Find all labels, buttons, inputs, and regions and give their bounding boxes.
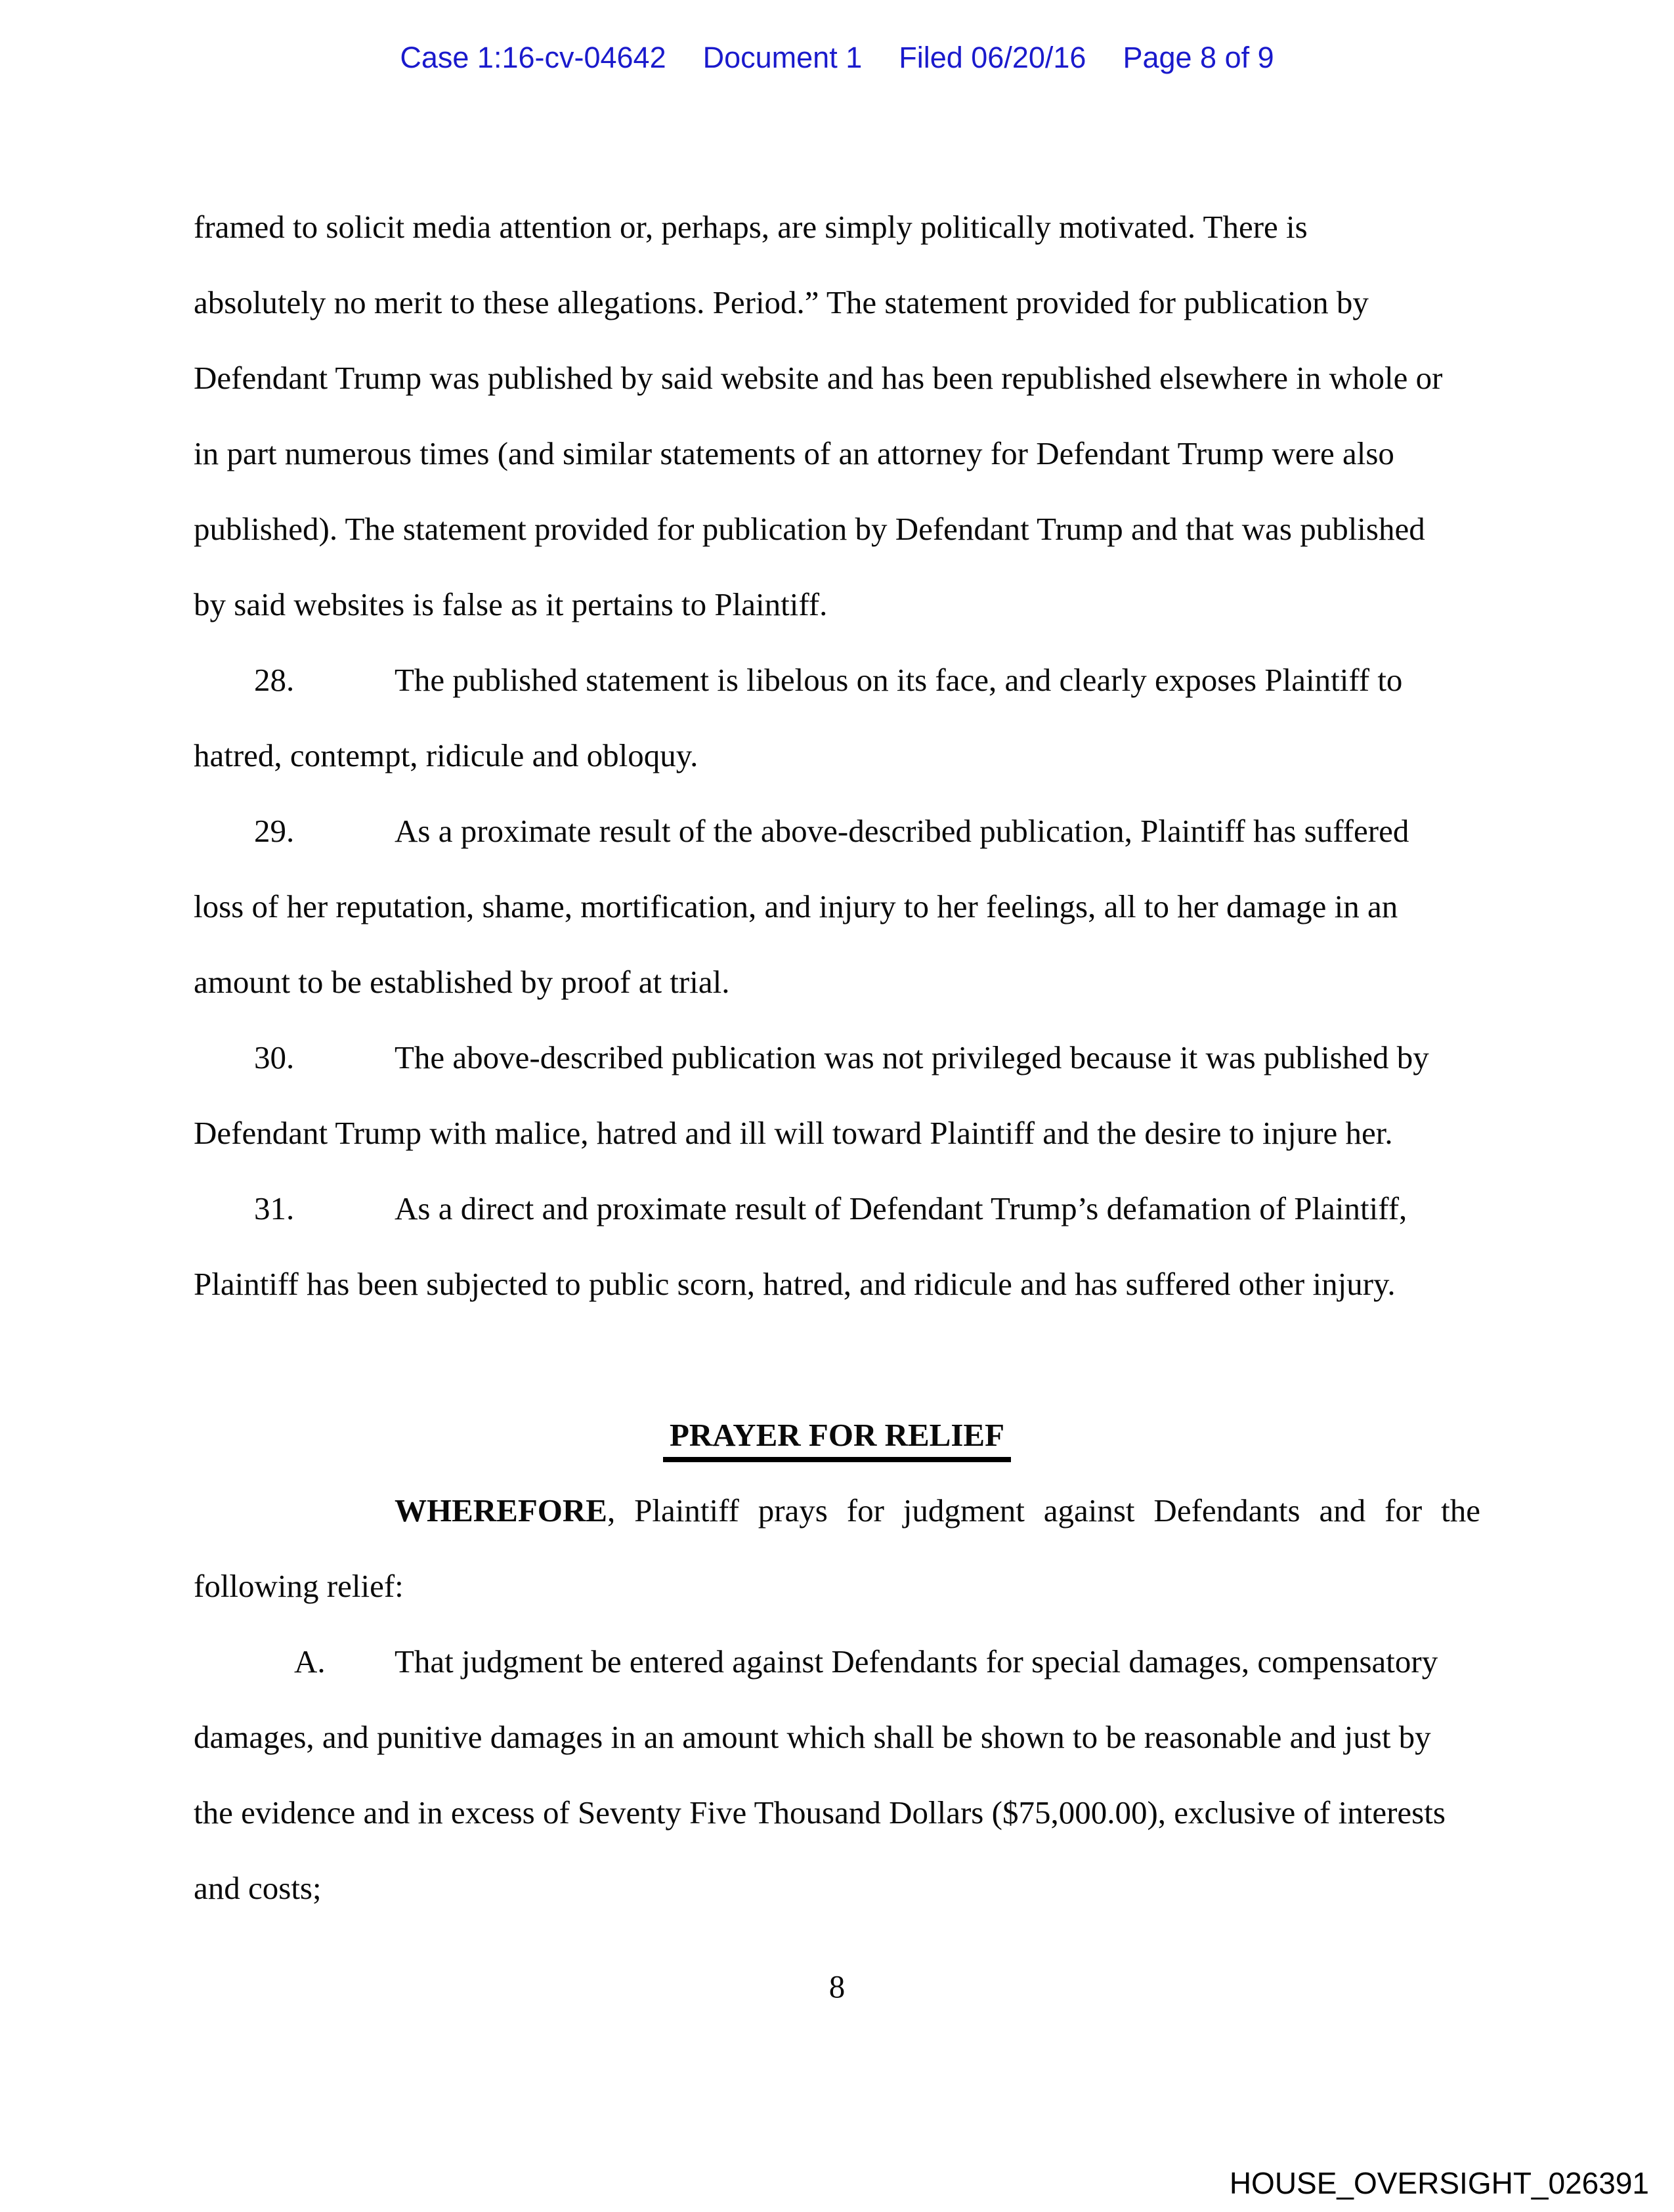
stamp-filed-date: Filed 06/20/16	[899, 41, 1086, 74]
paragraph-text: The published statement is libelous on its face, and clearly exposes Plaintiff to	[395, 662, 1403, 698]
doc-line: Plaintiff has been subjected to public scorn, hatred, and ridicule and has suffered other injury.	[194, 1266, 1396, 1302]
paragraph-number: 28.	[254, 662, 295, 698]
paragraph-text: The above-described publication was not privileged because it was published by	[395, 1039, 1429, 1075]
doc-line: framed to solicit media attention or, perhaps, are simply politically motivated. There is	[194, 209, 1308, 245]
paragraph-28	[194, 642, 1480, 718]
doc-line: by said websites is false as it pertains to Plaintiff.	[194, 586, 828, 622]
doc-line: absolutely no merit to these allegations. Period.” The statement provided for publication by	[194, 284, 1369, 320]
section-heading: PRAYER FOR RELIEF	[663, 1417, 1011, 1462]
stamp-case-number: Case 1:16-cv-04642	[400, 41, 666, 74]
paragraph-text: As a proximate result of the above-described publication, Plaintiff has suffered	[395, 813, 1409, 849]
page-number: 8	[828, 1968, 846, 2005]
doc-line: damages, and punitive damages in an amount which shall be shown to be reasonable and just by	[194, 1719, 1431, 1755]
ecf-header-stamp	[0, 41, 1674, 75]
paragraph-30	[194, 1020, 1480, 1095]
paragraph-number: 29.	[254, 813, 295, 849]
document-body	[194, 189, 1480, 1926]
paragraph-text: As a direct and proximate result of Defendant Trump’s defamation of Plaintiff,	[395, 1190, 1407, 1226]
paragraph-31	[194, 1171, 1480, 1246]
blank-line	[194, 1322, 1480, 1397]
doc-line: and costs;	[194, 1870, 322, 1906]
doc-line: loss of her reputation, shame, mortification, and injury to her feelings, all to her damage in an	[194, 888, 1398, 924]
wherefore-keyword: WHEREFORE	[395, 1492, 607, 1529]
doc-line: published). The statement provided for publication by Defendant Trump and that was published	[194, 511, 1425, 547]
doc-line: Defendant Trump was published by said website and has been republished elsewhere in whole or	[194, 360, 1443, 396]
doc-line: Defendant Trump with malice, hatred and ill will toward Plaintiff and the desire to injure her.	[194, 1115, 1393, 1151]
relief-item-letter: A.	[294, 1643, 326, 1680]
doc-line: amount to be established by proof at trial.	[194, 964, 730, 1000]
stamp-document-number: Document 1	[702, 41, 863, 74]
paragraph-number: 31.	[254, 1190, 295, 1226]
bates-stamp-number: HOUSE_OVERSIGHT_026391	[1229, 2166, 1649, 2200]
wherefore-line	[194, 1473, 1480, 1548]
relief-item-a	[194, 1624, 1480, 1699]
paragraph-number: 30.	[254, 1039, 295, 1075]
doc-line: in part numerous times (and similar statements of an attorney for Defendant Trump were also	[194, 435, 1394, 471]
relief-item-text: That judgment be entered against Defendants for special damages, compensatory	[395, 1643, 1438, 1680]
doc-line: hatred, contempt, ridicule and obloquy.	[194, 737, 698, 773]
doc-line: the evidence and in excess of Seventy Five Thousand Dollars ($75,000.00), exclusive of interests	[194, 1794, 1446, 1831]
stamp-page-count: Page 8 of 9	[1123, 41, 1274, 74]
doc-line: following relief:	[194, 1568, 404, 1604]
paragraph-29	[194, 793, 1480, 869]
prayer-for-relief-heading	[194, 1397, 1480, 1473]
wherefore-text: , Plaintiff prays for judgment against Defendants and for the	[607, 1492, 1480, 1529]
